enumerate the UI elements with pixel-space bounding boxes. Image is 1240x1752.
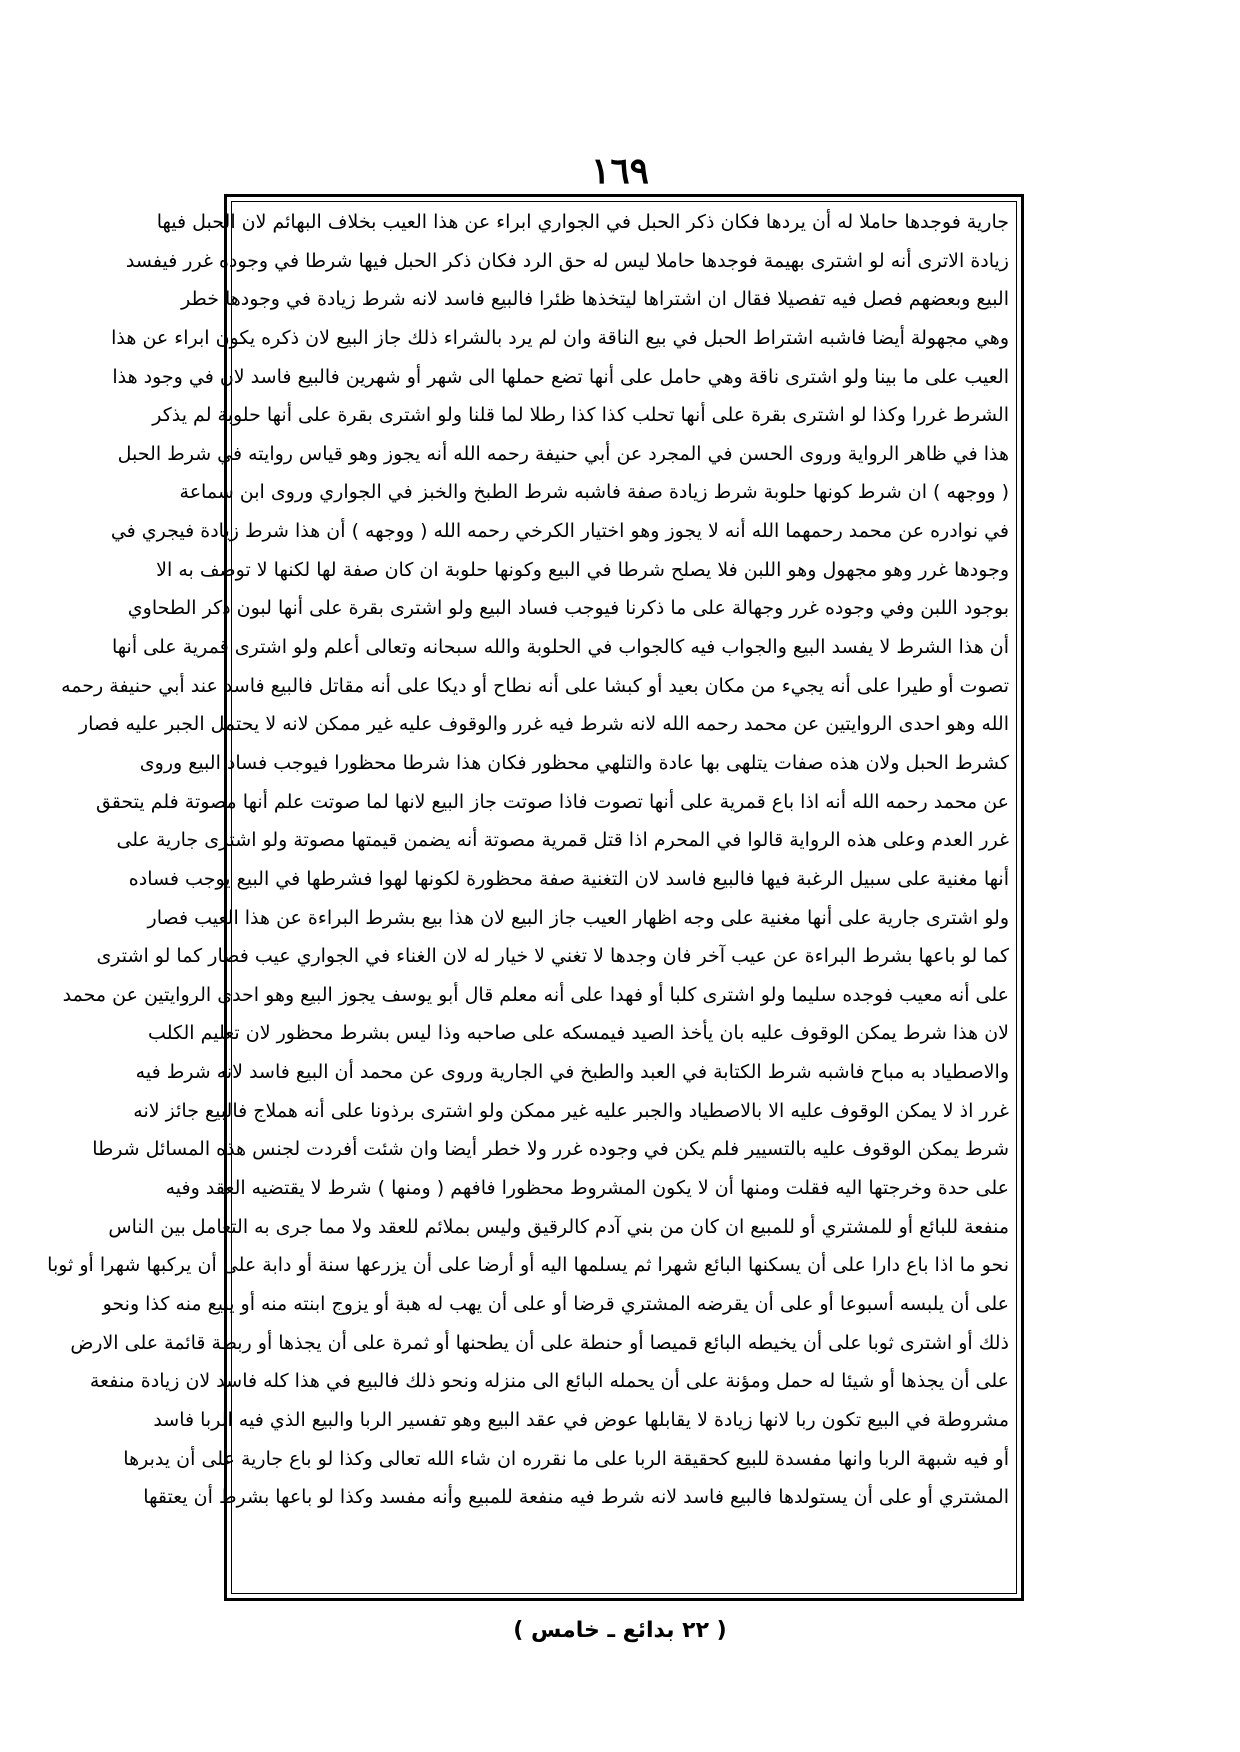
text-line: مشروطة في البيع تكون ربا لانها زيادة لا يقابلها عوض في عقد البيع وهو تفسير الربا والبيع الذي فيه الربا فاسد (153, 1408, 1009, 1431)
text-line: ذلك أو اشترى ثوبا على أن يخيطه البائع قميصا أو حنطة على أن يطحنها أو ثمرة على أن يجذها أو ربطة قائمة على الارض (70, 1331, 1009, 1354)
text-line: أنها مغنية على سبيل الرغبة فيها فالبيع فاسد لان التغنية صفة محظورة لكونها لهوا فشرطها في البيع يوجب فساده (128, 867, 1009, 890)
text-line: عن محمد رحمه الله أنه اذا باع قمرية على أنها تصوت فاذا صوتت جاز البيع لانها لما صوتت علم أنها مصوتة فلم يتحقق (95, 790, 1009, 813)
text-line: العيب على ما بينا ولو اشترى ناقة وهي حامل على أنها تضع حملها الى شهر أو شهرين فالبيع فاسد لان في وجود هذا (112, 365, 1009, 388)
text-line: المشتري أو على أن يستولدها فالبيع فاسد لانه شرط فيه منفعة للمبيع وأنه مفسد وكذا لو باعها بشرط أن يعتقها (143, 1486, 1009, 1509)
text-line: على أنه معيب فوجده سليما ولو اشترى كلبا أو فهدا على أنه معلم قال أبو يوسف يجوز البيع وهو احدى الروايتين عن محمد (62, 983, 1009, 1006)
text-line: غرر اذ لا يمكن الوقوف عليه الا بالاصطياد والجبر عليه غير ممكن ولو اشترى برذونا على أنه هملاج فالبيع جائز لانه (133, 1099, 1009, 1122)
text-line: هذا في ظاهر الرواية وروى الحسن في المجرد عن أبي حنيفة رحمه الله أنه يجوز وهو قياس روايته في شرط الحبل (117, 442, 1009, 465)
text-line: نحو ما اذا باع دارا على أن يسكنها البائع شهرا ثم يسلمها اليه أو أرضا على أن يزرعها سنة أو دابة على أن يركبها شهرا أو ثوبا (47, 1254, 1009, 1277)
text-line: شرط يمكن الوقوف عليه بالتسيير فلم يكن في وجوده غرر ولا خطر أيضا وان شئت أفردت لجنس هذه المسائل شرطا (92, 1138, 1009, 1161)
text-line: ولو اشترى جارية على أنها مغنية على وجه اظهار العيب جاز البيع لان هذا بيع بشرط البراءة عن هذا العيب فصار (147, 906, 1009, 929)
text-line: على أن يجذها أو شيئا له حمل ومؤنة على أن يحمله البائع الى منزله ونحو ذلك فالبيع في هذا كله فاسد لان زيادة منفعة (89, 1370, 1009, 1393)
page-number: ١٦٩ (590, 150, 649, 192)
text-line: الله وهو احدى الروايتين عن محمد رحمه الله لانه شرط فيه غرر والوقوف عليه غير ممكن لانه لا يحتمل الجبر عليه فصار (78, 713, 1009, 736)
footer-signature: ( ٢٢ بدائع ـ خامس ) (513, 1618, 727, 1643)
text-line: في نوادره عن محمد رحمهما الله أنه لا يجوز وهو اختيار الكرخي رحمه الله ( ووجهه ) أن هذا شرط زيادة فيجري في (110, 520, 1009, 543)
text-line: كما لو باعها بشرط البراءة عن عيب آخر فان وجدها لا تغني لا خيار له لان الغناء في الجواري عيب فصار كما لو اشترى (96, 945, 1009, 968)
text-line: وهي مجهولة أيضا فاشبه اشتراط الحبل في بيع الناقة وان لم يرد بالشراء ذلك جاز البيع لان ذكره يكون ابراء عن هذا (111, 326, 1009, 349)
text-line: تصوت أو طيرا على أنه يجيء من مكان بعيد أو كبشا على أنه نطاح أو ديكا على أنه مقاتل فالبيع فاسد عند أبي حنيفة رحمه (61, 674, 1009, 697)
text-line: زيادة الاترى أنه لو اشترى بهيمة فوجدها حاملا ليس له حق الرد فكان ذكر الحبل فيها شرطا في وجوده غرر فيفسد (125, 249, 1009, 272)
text-line: جارية فوجدها حاملا له أن يردها فكان ذكر الحبل في الجواري ابراء عن هذا العيب بخلاف البهائم لان الحبل فيها (156, 211, 1009, 233)
text-line: وجودها غرر وهو مجهول وهو اللبن فلا يصلح شرطا في البيع وكونها حلوبة ان كان صفة لها لكنها لا توصف به الا (156, 558, 1009, 581)
text-frame (47, 194, 1024, 1601)
text-line: غرر العدم وعلى هذه الرواية قالوا في المحرم اذا قتل قمرية مصوتة أنه يضمن قيمتها مصوتة ولو اشترى جارية على (116, 829, 1009, 852)
text-line: أو فيه شبهة الربا وانها مفسدة للبيع كحقيقة الربا على ما نقرره ان شاء الله تعالى وكذا لو باع جارية على أن يدبرها (123, 1447, 1009, 1470)
text-body (47, 203, 1009, 1592)
text-line: كشرط الحبل ولان هذه صفات يتلهى بها عادة والتلهي محظور فكان هذا شرطا محظورا فيوجب فساد البيع وروى (139, 751, 1009, 774)
text-line: على أن يلبسه أسبوعا أو على أن يقرضه المشتري قرضا أو على أن يهب له هبة أو يزوج ابنته منه أو يبيع منه كذا ونحو (102, 1292, 1009, 1315)
text-line: الشرط غررا وكذا لو اشترى بقرة على أنها تحلب كذا كذا رطلا لما قلنا ولو اشترى بقرة على أنها حلوبة لم يذكر (152, 404, 1009, 427)
text-line: بوجود اللبن وفي وجوده غرر وجهالة على ما ذكرنا فيوجب فساد البيع ولو اشترى بقرة على أنها لبون ذكر الطحاوي (127, 597, 1009, 620)
text-line: منفعة للبائع أو للمشتري أو للمبيع ان كان من بني آدم كالرقيق وليس بملائم للعقد ولا مما جرى به التعامل بين الناس (108, 1215, 1009, 1238)
text-line: ( ووجهه ) ان شرط كونها حلوبة شرط زيادة صفة فاشبه شرط الطبخ والخبز في الجواري وروى ابن سماعة (179, 481, 1009, 504)
text-line: أن هذا الشرط لا يفسد البيع والجواب فيه كالجواب في الحلوبة والله سبحانه وتعالى أعلم ولو اشترى قمرية على أنها (112, 636, 1009, 659)
text-line: لان هذا شرط يمكن الوقوف عليه بان يأخذ الصيد فيمسكه على صاحبه وذا ليس بشرط محظور لان تعليم الكلب (148, 1022, 1009, 1045)
text-line: والاصطياد به مباح فاشبه شرط الكتابة في العبد والطبخ في الجارية وروى عن محمد أن البيع فاسد لانه شرط فيه (135, 1061, 1009, 1084)
text-line: البيع وبعضهم فصل فيه تفصيلا فقال ان اشتراها ليتخذها ظئرا فالبيع فاسد لانه شرط زيادة في وجودها خطر (181, 288, 1009, 311)
text-line: على حدة وخرجتها اليه فقلت ومنها أن لا يكون المشروط محظورا فافهم ( ومنها ) شرط لا يقتضيه العقد وفيه (165, 1177, 1009, 1200)
